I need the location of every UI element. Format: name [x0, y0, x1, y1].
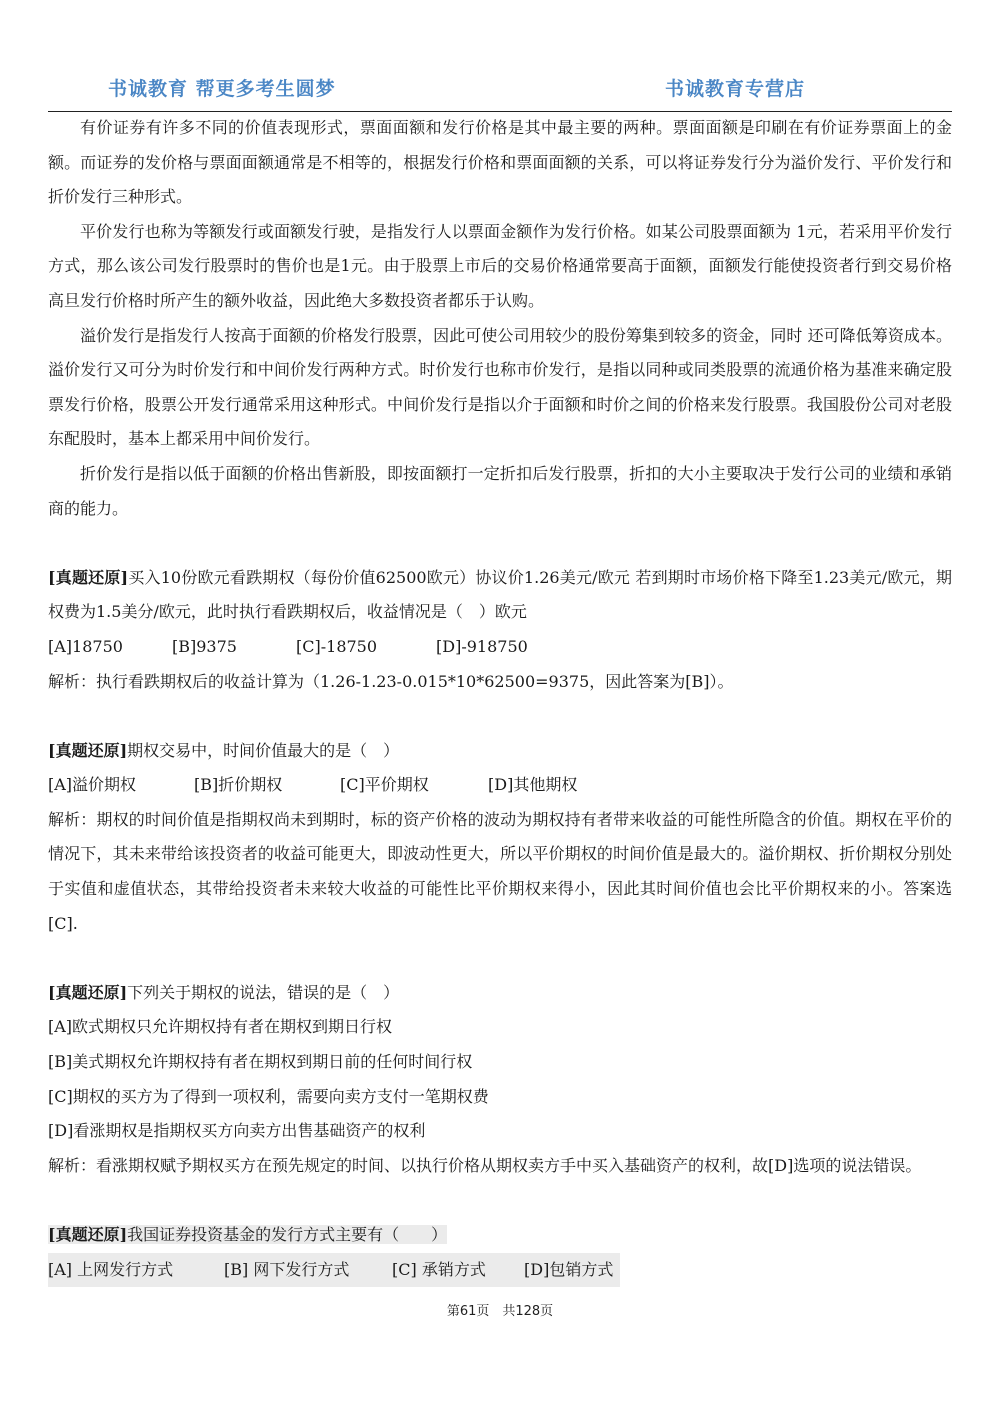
- intro-paragraph: 有价证券有许多不同的价值表现形式，票面面额和发行价格是其中最主要的两种。票面面额是印刷在有价证券票面上的金额。而证券的发价格与票面面额通常是不相等的，根据发行价格和票面面额的关系，可以将证券发行分为溢价发行、平价发行和折价发行三种形式。: [48, 118, 952, 207]
- option-c: [C]期权的买方为了得到一项权利，需要向卖方支付一笔期权费: [48, 1086, 489, 1106]
- option-a: [A]18750: [48, 636, 123, 656]
- option-c: [C]平价期权: [340, 775, 429, 795]
- question-tag: [真题还原]: [48, 567, 129, 587]
- question-4: [48, 1218, 952, 1287]
- option-b: [B] 网下发行方式: [224, 1253, 392, 1288]
- spacer: [48, 526, 952, 561]
- spacer: [48, 941, 952, 976]
- question-stem: [48, 1218, 952, 1253]
- question-3: [48, 976, 952, 1184]
- question-stem: [48, 734, 952, 769]
- analysis-text: 解析：执行看跌期权后的收益计算为（1.26-1.23-0.015*10*62500=9375，因此答案为[B]）。: [48, 671, 734, 691]
- spacer: [48, 699, 952, 734]
- page-number: 第61页 共128页: [446, 1304, 554, 1319]
- option-c: [C]-18750: [296, 636, 378, 656]
- option-d: [D]包销方式: [524, 1253, 620, 1288]
- intro-paragraph: 溢价发行是指发行人按高于面额的价格发行股票，因此可使公司用较少的股份筹集到较多的资金，同时 还可降低筹资成本。溢价发行又可分为时价发行和中间价发行两种方式。时价发行也称市价发行，是指以同种或同类股票的流通价格为基准来确定股票发行价格，股票公开发行通常采用这种形式。中间价发行是指以介于面额和时价之间的价格来发行股票。我国股份公司对老股东配股时，基本上都采用中间价发行。: [48, 325, 952, 449]
- intro-paragraph: 折价发行是指以低于面额的价格出售新股，即按面额打一定折扣后发行股票，折扣的大小主要取决于发行公司的业绩和承销商的能力。: [48, 463, 952, 518]
- question-text: 下列关于期权的说法，错误的是（ ）: [127, 982, 400, 1002]
- analysis-text: 解析：期权的时间价值是指期权尚未到期时，标的资产价格的波动为期权持有者带来收益的可能性所隐含的价值。期权在平价的情况下，其未来带给该投资者的收益可能更大，即波动性更大，所以平价期权的时间价值是最大的。溢价期权、折价期权分别处于实值和虚值状态，其带给投资者未来较大收益的可能性比平价期权来得小，因此其时间价值也会比平价期权来的小。答案选[C].: [48, 809, 952, 933]
- option-b: [B]折价期权: [194, 775, 283, 795]
- header-right-title: 书诚教育专营店: [665, 78, 806, 100]
- spacer: [48, 1183, 952, 1218]
- option-row: [48, 768, 952, 803]
- question-tag: [真题还原]: [48, 1225, 128, 1244]
- option-b: [B]美式期权允许期权持有者在期权到期日前的任何时间行权: [48, 1052, 473, 1072]
- header-left-title: 书诚教育 帮更多考生圆梦: [108, 78, 336, 100]
- option-row: [48, 630, 952, 665]
- intro-paragraph: 平价发行也称为等额发行或面额发行驶，是指发行人以票面金额作为发行价格。如某公司股票面额为 1元，若采用平价发行方式，那么该公司发行股票时的售价也是1元。由于股票上市后的交易价格通常要高于面额，面额发行能使投资者行到交易价格高旦发行价格时所产生的额外收益，因此绝大多数投资者都乐于认购。: [48, 221, 952, 310]
- document-body: [48, 111, 952, 1287]
- option-d: [D]-918750: [436, 636, 528, 656]
- option-c: [C] 承销方式: [392, 1253, 524, 1288]
- option-a: [A]欧式期权只允许期权持有者在期权到期日行权: [48, 1017, 393, 1037]
- analysis-text: 解析：看涨期权赋予期权买方在预先规定的时间、以执行价格从期权卖方手中买入基础资产的权利，故[D]选项的说法错误。: [48, 1155, 922, 1175]
- option-a: [A] 上网发行方式: [48, 1253, 224, 1288]
- option-b: [B]9375: [172, 636, 237, 656]
- question-tag: [真题还原]: [48, 982, 128, 1002]
- question-stem: [48, 561, 952, 630]
- option-d: [D]其他期权: [488, 775, 578, 795]
- question-text: 期权交易中，时间价值最大的是（ ）: [127, 740, 400, 760]
- question-1: [48, 561, 952, 699]
- question-2: [48, 734, 952, 942]
- option-row: [48, 1253, 952, 1288]
- question-text: 我国证券投资基金的发行方式主要有（ ）: [127, 1225, 448, 1244]
- question-tag: [真题还原]: [48, 740, 128, 760]
- question-stem: [48, 976, 952, 1011]
- question-text: 买入10份欧元看跌期权（每份价值62500欧元）协议价1.26美元/欧元 若到期时市场价格下降至1.23美元/欧元，期权费为1.5美分/欧元，此时执行看跌期权后，收益情况是（ ）欧元: [48, 567, 952, 622]
- option-a: [A]溢价期权: [48, 775, 137, 795]
- page-header: [0, 74, 1000, 104]
- option-d: [D]看涨期权是指期权买方向卖方出售基础资产的权利: [48, 1121, 426, 1141]
